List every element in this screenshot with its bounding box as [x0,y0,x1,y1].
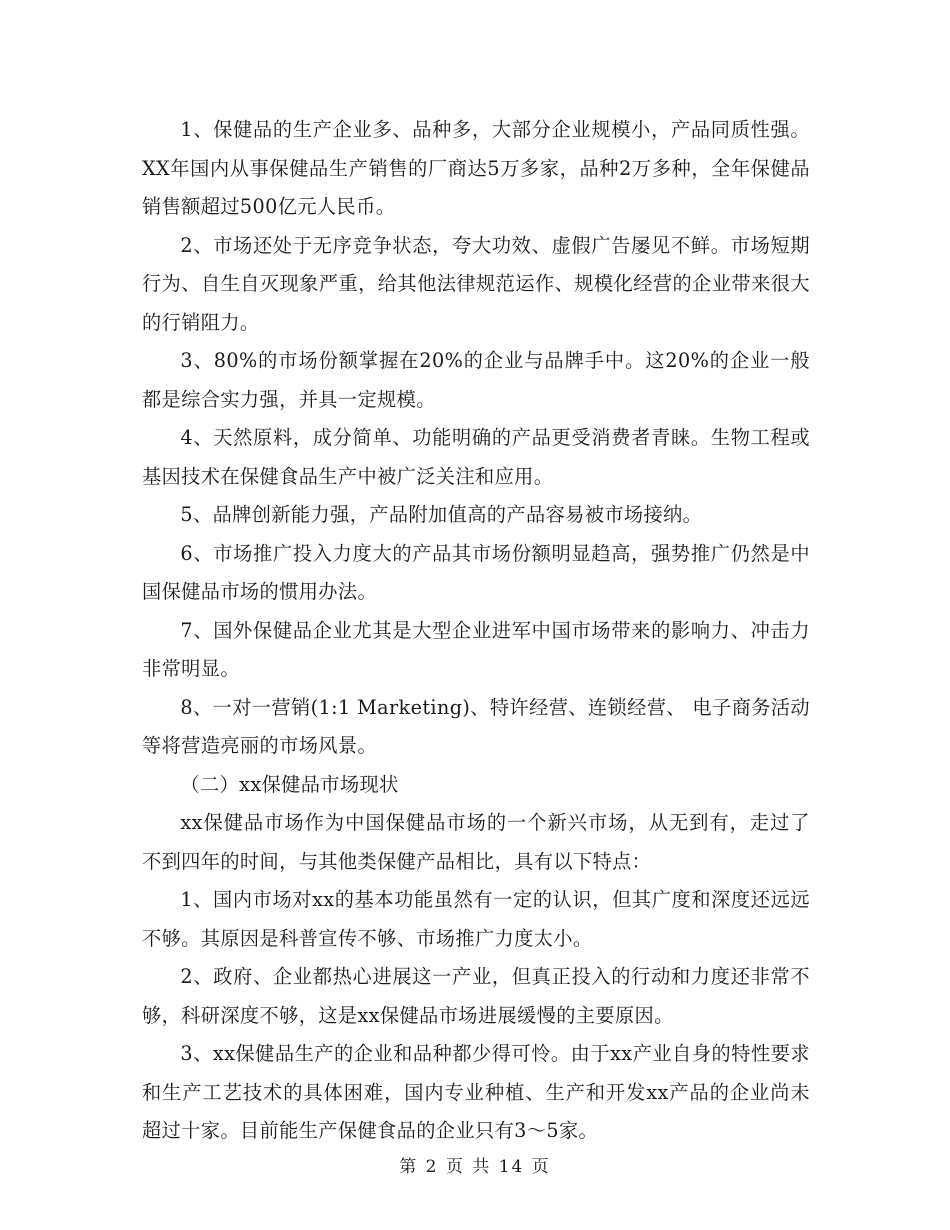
paragraph-2: 2、市场还处于无序竞争状态，夸大功效、虚假广告屡见不鲜。市场短期行为、自生自灭现象严重，给其他法律规范运作、规模化经营的企业带来很大的行销阻力。 [142,233,810,334]
paragraph-5: 5、品牌创新能力强，产品附加值高的产品容易被市场接纳。 [180,503,703,526]
section-item-1: 1、国内市场对xx的基本功能虽然有一定的认识，但其广度和深度还远远不够。其原因是科普宣传不够、市场推广力度太小。 [142,888,810,950]
section-item-3: 3、xx保健品生产的企业和品种都少得可怜。由于xx产业自身的特性要求和生产工艺技术的具体困难，国内专业种植、生产和开发xx产品的企业尚未超过十家。目前能生产保健食品的企业只有3～5家。 [142,1042,810,1142]
section-intro: xx保健品市场作为中国保健品市场的一个新兴市场，从无到有，走过了不到四年的时间，与其他类保健产品相比，具有以下特点： [142,811,810,873]
paragraph-3: 3、80%的市场份额掌握在20%的企业与品牌手中。这20%的企业一般都是综合实力强，并具一定规模。 [142,349,810,411]
paragraph-1: 1、保健品的生产企业多、品种多，大部分企业规模小，产品同质性强。XX年国内从事保健品生产销售的厂商达5万多家，品种2万多种，全年保健品销售额超过500亿元人民币。 [142,118,810,218]
document-body [142,111,810,1151]
section-heading: （二）xx保健品市场现状 [180,772,399,796]
section-item-2: 2、政府、企业都热心进展这一产业，但真正投入的行动和力度还非常不够，科研深度不够，这是xx保健品市场进展缓慢的主要原因。 [142,965,810,1027]
paragraph-4: 4、天然原料，成分简单、功能明确的产品更受消费者青睐。生物工程或基因技术在保健食品生产中被广泛关注和应用。 [142,426,810,488]
page-number-footer: 第 2 页 共 14 页 [399,1157,551,1177]
paragraph-8: 8、一对一营销(1:1 Marketing)、特许经营、连锁经营、 电子商务活动等将营造亮丽的市场风景。 [142,695,810,757]
paragraph-7: 7、国外保健品企业尤其是大型企业进军中国市场带来的影响力、冲击力非常明显。 [142,618,810,680]
paragraph-6: 6、市场推广投入力度大的产品其市场份额明显趋高，强势推广仍然是中国保健品市场的惯用办法。 [142,541,810,603]
